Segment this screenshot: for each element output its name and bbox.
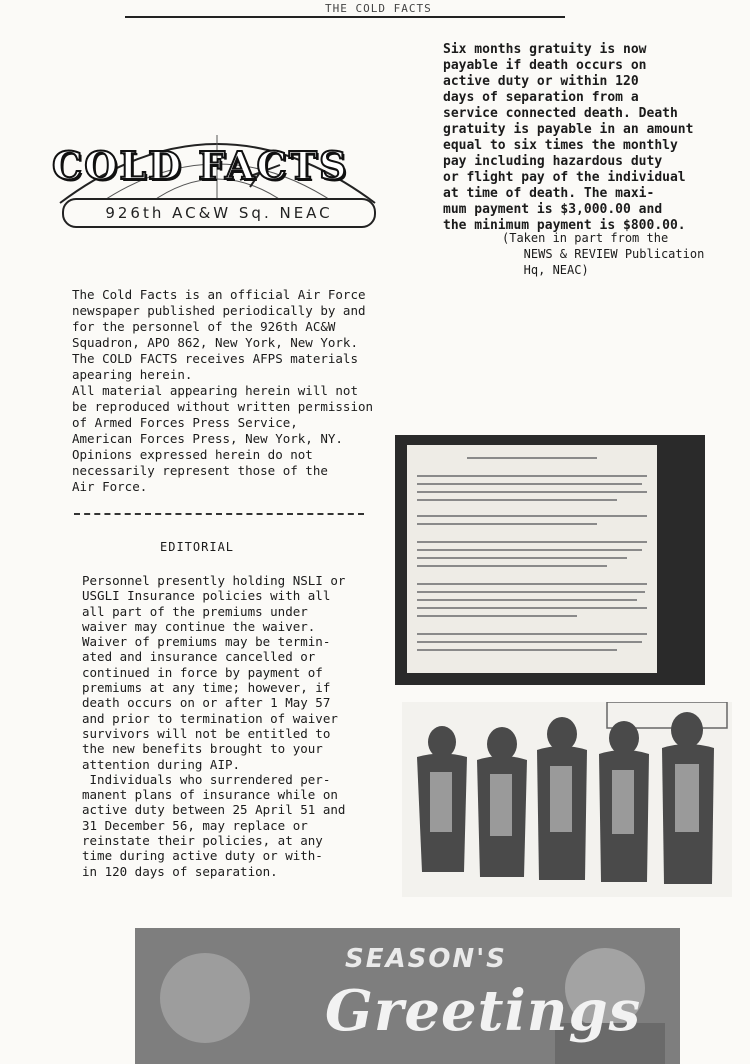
banner-line-greetings: Greetings bbox=[325, 978, 642, 1044]
editorial-body: Personnel presently holding NSLI or USGLI Insurance policies with all all part of the premiums under waiver may continue the waiver. Waiver of premiums may be termin- ated and insurance cancelled or continued in force by payment of premiums at any time; however, if death occurs on or after 1 May 57 and prior to termination of waiver survivors will not be entitled to the new benefits brought to your attention during AIP. Individuals who surrendered per- manent plans of insurance while on active duty between 25 April 51 and 31 December 56, may replace or reinstate their policies, at any time during active duty or with- in 120 days of separation. bbox=[82, 573, 346, 879]
document-sheet bbox=[407, 445, 657, 673]
document-photo bbox=[395, 435, 705, 685]
banner-line-seasons: SEASON'S bbox=[345, 944, 507, 974]
group-figures-graphic bbox=[402, 702, 732, 897]
running-title: THE COLD FACTS bbox=[325, 2, 432, 15]
section-divider bbox=[74, 513, 364, 515]
header-rule bbox=[125, 16, 565, 18]
masthead-unit: 926th AC&W Sq. NEAC bbox=[62, 198, 376, 228]
masthead-title: COLD FACTS bbox=[52, 143, 349, 188]
editorial-heading: EDITORIAL bbox=[160, 540, 235, 554]
seasons-greetings-banner bbox=[135, 928, 680, 1064]
article-credit: (Taken in part from the NEWS & REVIEW Publication Hq, NEAC) bbox=[502, 231, 705, 277]
masthead-logo bbox=[40, 125, 395, 235]
gratuity-article: Six months gratuity is now payable if death occurs on active duty or within 120 days of separation from a service connected death. Death gratuity is payable in an amount equal to six times the monthly pay including hazardous duty or flight pay of the individual at time of death. The maxi- mum payment is $3,000.00 and the minimum payment is $800.00. bbox=[443, 42, 694, 233]
group-photo bbox=[402, 702, 732, 897]
publication-notice: The Cold Facts is an official Air Force newspaper published periodically by and for the personnel of the 926th AC&W Squadron, APO 862, New York, New York. The COLD FACTS receives AFPS materials apearing herein. All material appearing herein will not be reproduced without written permission of Armed Forces Press Service, American Forces Press, New York, NY. Opinions expressed herein do not necessarily represent those of the Air Force. bbox=[72, 287, 374, 494]
